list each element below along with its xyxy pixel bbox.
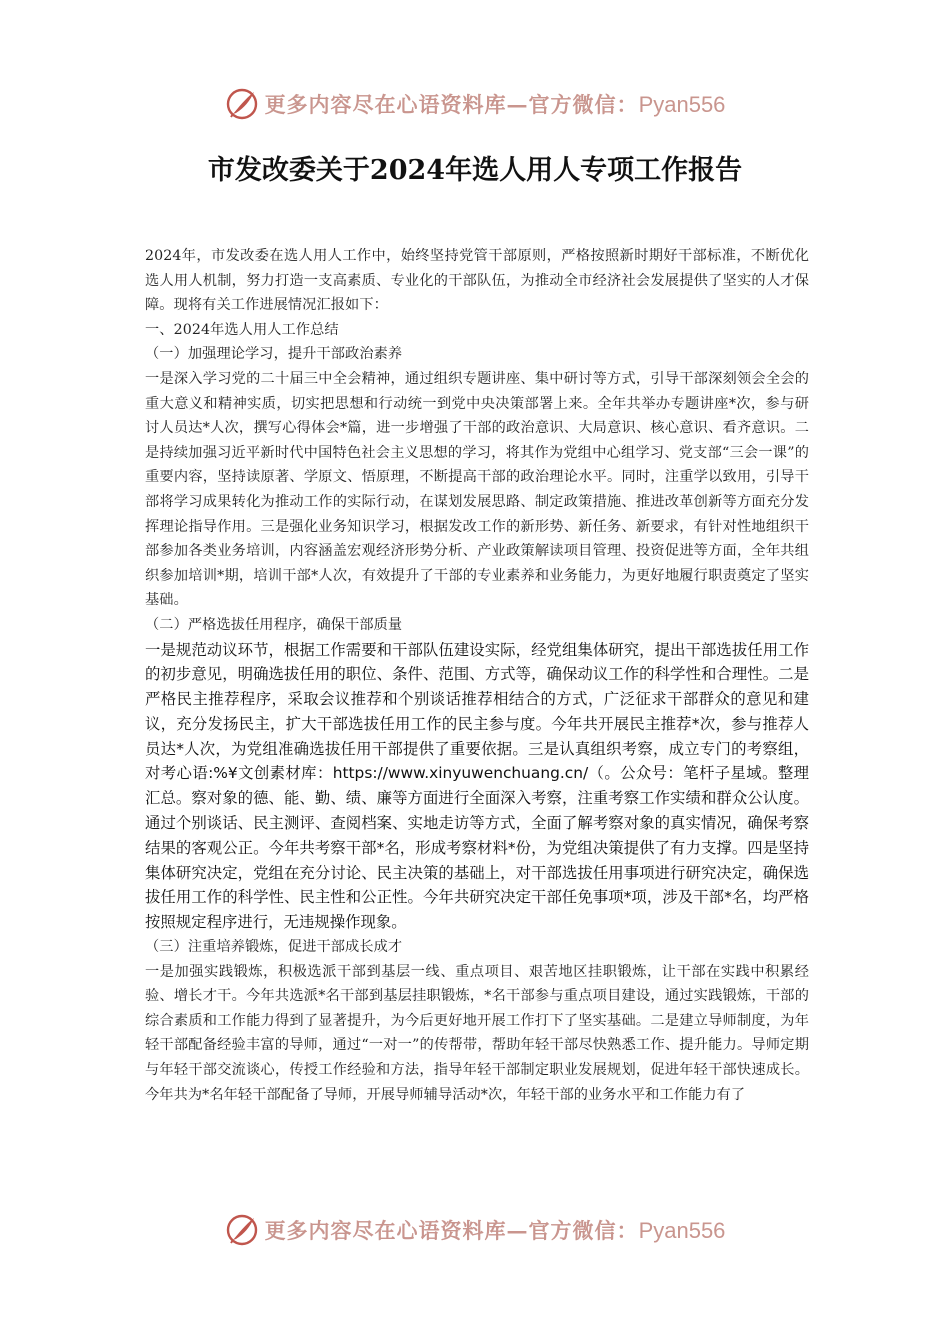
footer-watermark-banner bbox=[0, 1210, 950, 1250]
subsection-heading-1: （一）加强理论学习，提升干部政治素养 bbox=[145, 346, 403, 363]
section-heading-1: 一、2024年选人用人工作总结 bbox=[145, 321, 339, 338]
subsection-heading-2: （二）严格选拔任用程序，确保干部质量 bbox=[145, 616, 403, 633]
wechat-id: Pyan556 bbox=[638, 92, 726, 117]
intro-paragraph: 2024年，市发改委在选人用人工作中，始终坚持党管干部原则，严格按照新时期好干部标准，不断优化选人用人机制，努力打造一支高素质、专业化的干部队伍，为推动全市经济社会发展提供了坚实的人才保障。现将有关工作进展情况汇报如下： bbox=[145, 248, 809, 314]
subsection-heading-3: （三）注重培养锻炼，促进干部成长成才 bbox=[145, 939, 403, 956]
watermark-text: 更多内容尽在心语资料库—官方微信：Pyan556 bbox=[264, 92, 726, 117]
wechat-id: Pyan556 bbox=[638, 1218, 726, 1243]
body-paragraph-2: 一是规范动议环节，根据工作需要和干部队伍建设实际，经党组集体研究，提出干部选拔任用工作的初步意见，明确选拔任用的职位、条件、范围、方式等，确保动议工作的科学性和合理性。二是严格民主推荐程序，采取会议推荐和个别谈话推荐相结合的方式，广泛征求干部群众的意见和建议，充分发扬民主，扩大干部选拔任用工作的民主参与度。今年共开展民主推荐*次，参与推荐人员达*人次，为党组准确选拔任用干部提供了重要依据。三是认真组织考察，成立专门的考察组，对考心语:%¥文创素材库：https://www.xinyuwenchuang.cn/（。公众号：笔杆子星域。整理汇总。察对象的德、能、勤、绩、廉等方面进行全面深入考察，注重考察工作实绩和群众公认度。通过个别谈话、民主测评、查阅档案、实地走访等方式，全面了解考察对象的真实情况，确保考察结果的客观公正。今年共考察干部*名，形成考察材料*份，为党组决策提供了有力支撑。四是坚持集体研究决定，党组在充分讨论、民主决策的基础上，对干部选拔任用事项进行研究决定，确保选拔任用工作的科学性、民主性和公正性。今年共研究决定干部任免事项*项，涉及干部*名，均严格按照规定程序进行，无违规操作现象。 bbox=[145, 640, 809, 932]
watermark-text: 更多内容尽在心语资料库—官方微信：Pyan556 bbox=[264, 1218, 726, 1243]
quill-logo-icon bbox=[225, 87, 259, 121]
document-title: 市发改委关于2024年选人用人专项工作报告 bbox=[207, 155, 743, 186]
body-paragraph-3: 一是加强实践锻炼，积极选派干部到基层一线、重点项目、艰苦地区挂职锻炼，让干部在实践中积累经验、增长才干。今年共选派*名干部到基层挂职锻炼，*名干部参与重点项目建设，通过实践锻炼，干部的综合素质和工作能力得到了显著提升，为今后更好地开展工作打下了坚实基础。二是建立导师制度，为年轻干部配备经验丰富的导师，通过“一对一”的传帮带，帮助年轻干部尽快熟悉工作、提升能力。导师定期与年轻干部交流谈心，传授工作经验和方法，指导年轻干部制定职业发展规划，促进年轻干部快速成长。今年共为*名年轻干部配备了导师，开展导师辅导活动*次，年轻干部的业务水平和工作能力有了 bbox=[145, 963, 809, 1103]
header-watermark-banner bbox=[0, 84, 950, 124]
quill-logo-icon bbox=[225, 1213, 259, 1247]
body-paragraph-1: 一是深入学习党的二十届三中全会精神，通过组织专题讲座、集中研讨等方式，引导干部深刻领会全会的重大意义和精神实质，切实把思想和行动统一到党中央决策部署上来。全年共举办专题讲座*次，参与研讨人员达*人次，撰写心得体会*篇，进一步增强了干部的政治意识、大局意识、核心意识、看齐意识。二是持续加强习近平新时代中国特色社会主义思想的学习，将其作为党组中心组学习、党支部“三会一课”的重要内容，坚持读原著、学原文、悟原理，不断提高干部的政治理论水平。同时，注重学以致用，引导干部将学习成果转化为推动工作的实际行动，在谋划发展思路、制定政策措施、推进改革创新等方面充分发挥理论指导作用。三是强化业务知识学习，根据发改工作的新形势、新任务、新要求，有针对性地组织干部参加各类业务培训，内容涵盖宏观经济形势分析、产业政策解读项目管理、投资促进等方面，全年共组织参加培训*期，培训干部*人次，有效提升了干部的专业素养和业务能力，为更好地履行职责奠定了坚实基础。 bbox=[145, 370, 809, 609]
document-body bbox=[145, 244, 809, 1107]
